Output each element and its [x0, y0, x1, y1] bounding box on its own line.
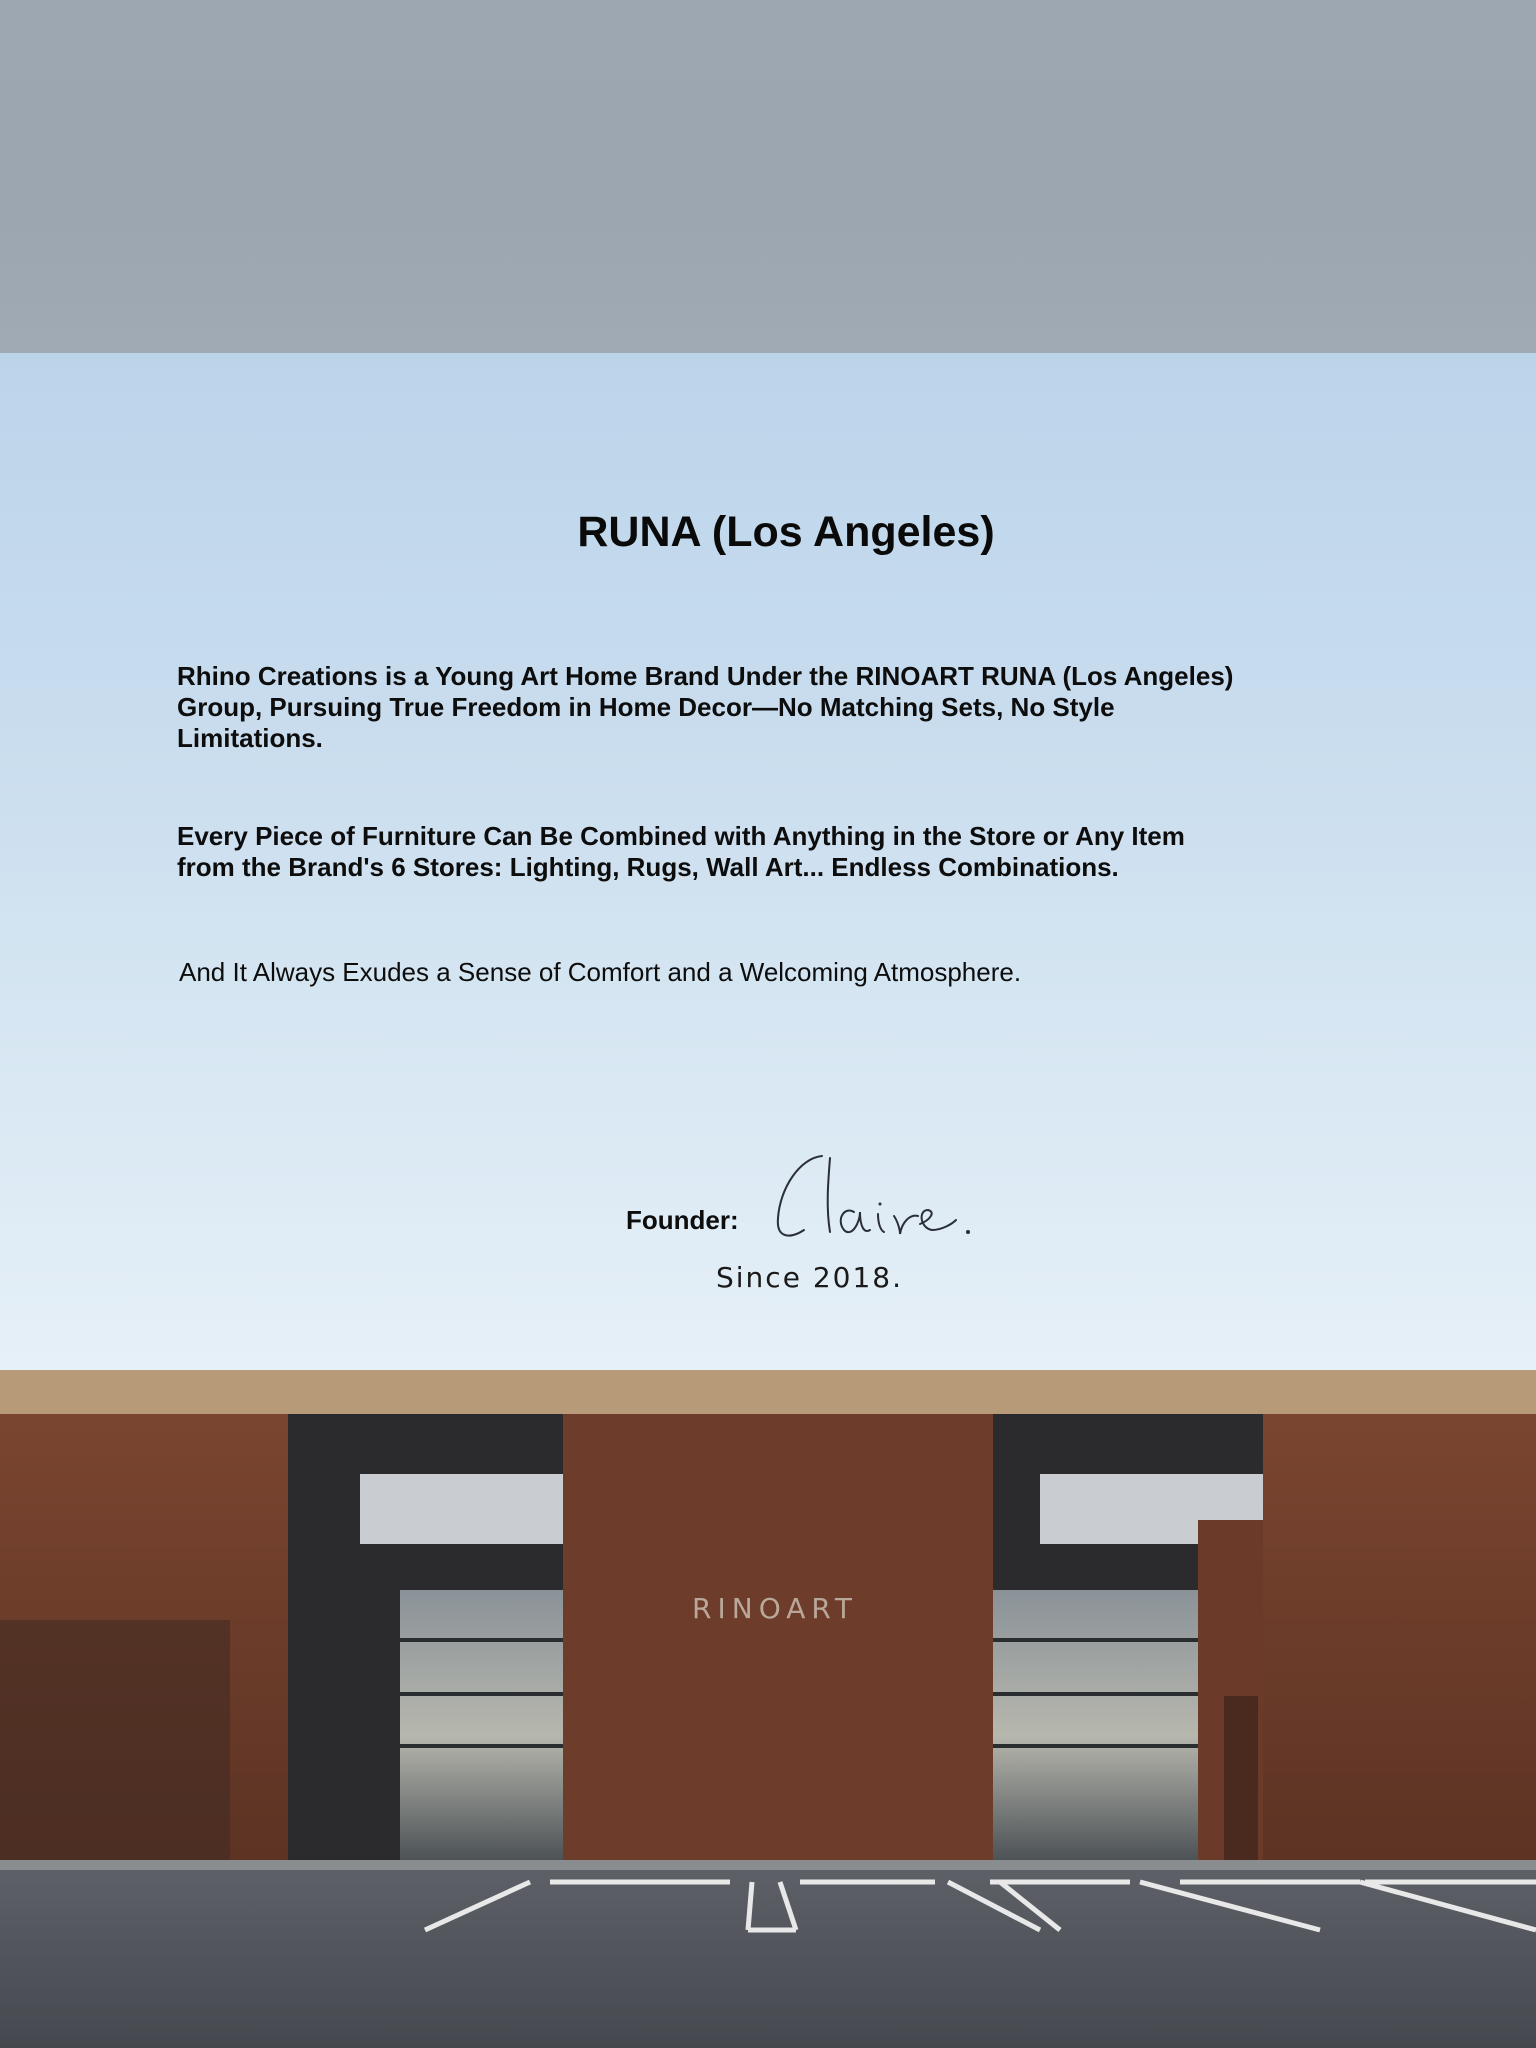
- building-sign: RINOART: [692, 1592, 858, 1625]
- intro-paragraph: Rhino Creations is a Young Art Home Brand Under the RINOART RUNA (Los Angeles) Group, Pursuing True Freedom in Home Decor—No Matching Sets, No Style Limitations.: [177, 661, 1234, 753]
- top-gray-band: [0, 0, 1536, 353]
- rinoart-building-photo: [0, 1370, 1536, 2048]
- combination-paragraph: Every Piece of Furniture Can Be Combined with Anything in the Store or Any Item from the Brand's 6 Stores: Lighting, Rugs, Wall Art... Endless Combinations.: [177, 821, 1185, 882]
- page-title: RUNA (Los Angeles): [577, 508, 995, 556]
- since-year: Since 2018.: [716, 1261, 903, 1294]
- atmosphere-paragraph: And It Always Exudes a Sense of Comfort and a Welcoming Atmosphere.: [179, 957, 1022, 987]
- founder-label: Founder:: [626, 1205, 739, 1235]
- founder-signature-icon: [770, 1148, 980, 1244]
